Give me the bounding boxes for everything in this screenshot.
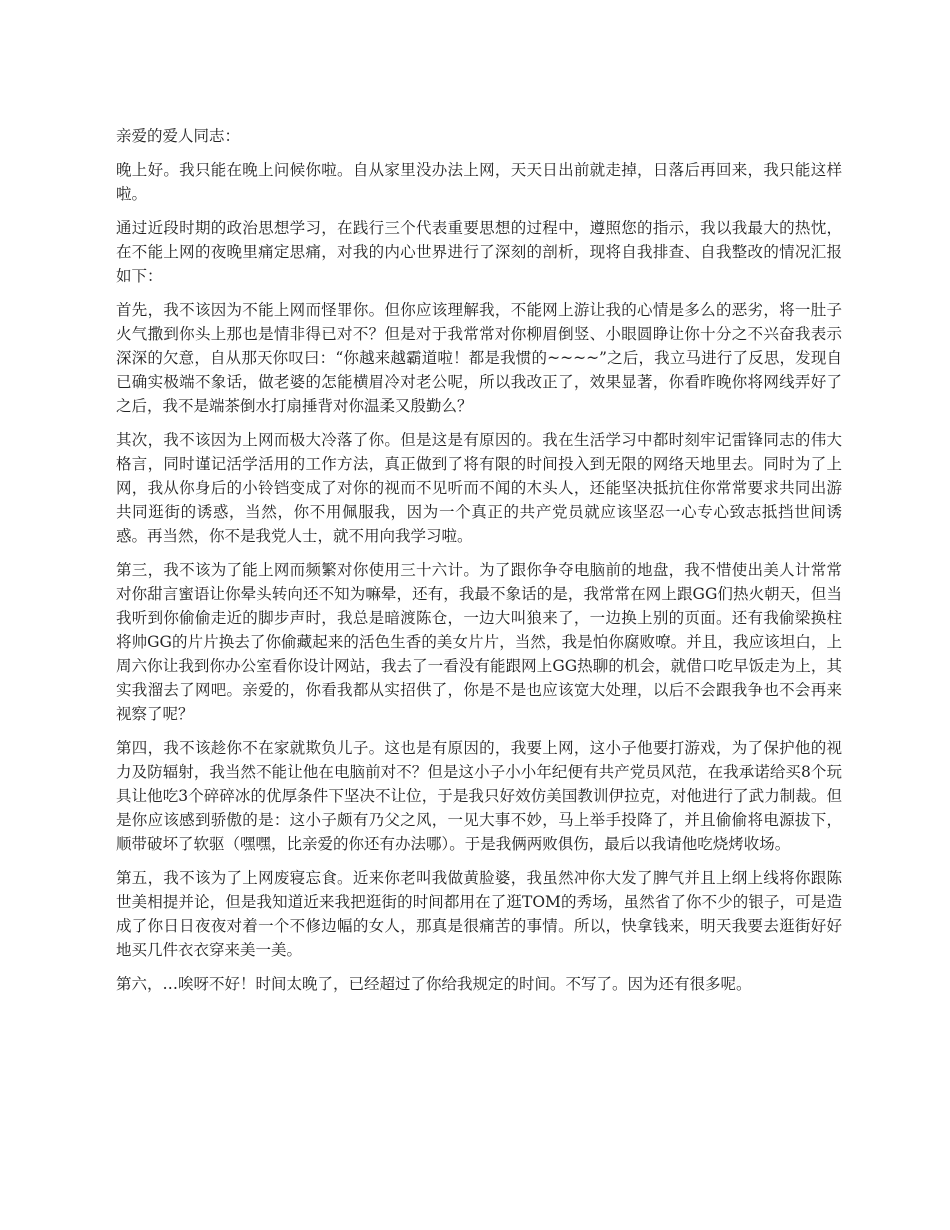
paragraph-2: 通过近段时期的政治思想学习，在践行三个代表重要思想的过程中，遵照您的指示，我以我最大的热忱，在不能上网的夜晚里痛定思痛，对我的内心世界进行了深刻的剖析，现将自我排查、自我整改的情况汇报如下： xyxy=(116,219,842,285)
paragraph-8: 第六，…唉呀不好！时间太晚了，已经超过了你给我规定的时间。不写了。因为还有很多呢。 xyxy=(116,975,752,993)
paragraph-3: 首先，我不该因为不能上网而怪罪你。但你应该理解我，不能网上游让我的心情是多么的恶劣，将一肚子火气撒到你头上那也是情非得已对不？但是对于我常常对你柳眉倒竖、小眼圆睁让你十分之不兴奋我表示深深的欠意，自从那天你叹曰：“你越来越霸道啦！都是我惯的~~~~”之后，我立马进行了反思，发现自已确实极端不象话，做老婆的怎能横眉冷对老公呢，所以我改正了，效果显著，你看昨晚你将网线弄好了之后，我不是端茶倒水打扇捶背对你温柔又殷勤么？ xyxy=(116,301,842,415)
paragraph-1: 晚上好。我只能在晚上问候你啦。自从家里没办法上网，天天日出前就走掉，日落后再回来，我只能这样啦。 xyxy=(116,161,842,203)
paragraph-7: 第五，我不该为了上网废寝忘食。近来你老叫我做黄脸婆，我虽然冲你大发了脾气并且上纲上线将你跟陈世美相提并论，但是我知道近来我把逛街的时间都用在了逛TOM的秀场，虽然省了你不少的银子，可是造成了你日日夜夜对着一个不修边幅的女人，那真是很痛苦的事情。所以，快拿钱来，明天我要去逛街好好地买几件衣衣穿来美一美。 xyxy=(116,869,842,959)
greeting: 亲爱的爱人同志： xyxy=(116,127,241,145)
paragraph-5: 第三，我不该为了能上网而频繁对你使用三十六计。为了跟你争夺电脑前的地盘，我不惜使出美人计常常对你甜言蜜语让你晕头转向还不知为嘛晕，还有，我最不象话的是，我常常在网上跟GG们热火朝天，但当我听到你偷偷走近的脚步声时，我总是暗渡陈仓，一边大叫狼来了，一边换上别的页面。还有我偷梁换柱将帅GG的片片换去了你偷藏起来的活色生香的美女片片，当然，我是怕你腐败嘹。并且，我应该坦白，上周六你让我到你办公室看你设计网站，我去了一看没有能跟网上GG热聊的机会，就借口吃早饭走为上，其实我溜去了网吧。亲爱的，你看我都从实招供了，你是不是也应该宽大处理，以后不会跟我争也不会再来视察了呢？ xyxy=(116,561,842,723)
paragraph-4: 其次，我不该因为上网而极大冷落了你。但是这是有原因的。我在生活学习中都时刻牢记雷锋同志的伟大格言，同时谨记活学活用的工作方法，真正做到了将有限的时间投入到无限的网络天地里去。同时为了上网，我从你身后的小铃铛变成了对你的视而不见听而不闻的木头人，还能坚决抵抗住你常常要求共同出游共同逛街的诱惑，当然，你不用佩服我，因为一个真正的共产党员就应该坚忍一心专心致志抵挡世间诱惑。再当然，你不是我党人士，就不用向我学习啦。 xyxy=(116,431,842,545)
paragraph-6: 第四，我不该趁你不在家就欺负儿子。这也是有原因的，我要上网，这小子他要打游戏，为了保护他的视力及防辐射，我当然不能让他在电脑前对不？但是这小子小小年纪便有共产党员风范，在我承诺给买8个玩具让他吃3个碎碎冰的优厚条件下坚决不让位，于是我只好效仿美国教训伊拉克，对他进行了武力制裁。但是你应该感到骄傲的是：这小子颇有乃父之风，一见大事不妙，马上举手投降了，并且偷偷将电源拔下，顺带破坏了软驱（嘿嘿，比亲爱的你还有办法哪）。于是我俩两败俱伤，最后以我请他吃烧烤收场。 xyxy=(116,739,842,853)
letter-body xyxy=(116,124,842,1006)
